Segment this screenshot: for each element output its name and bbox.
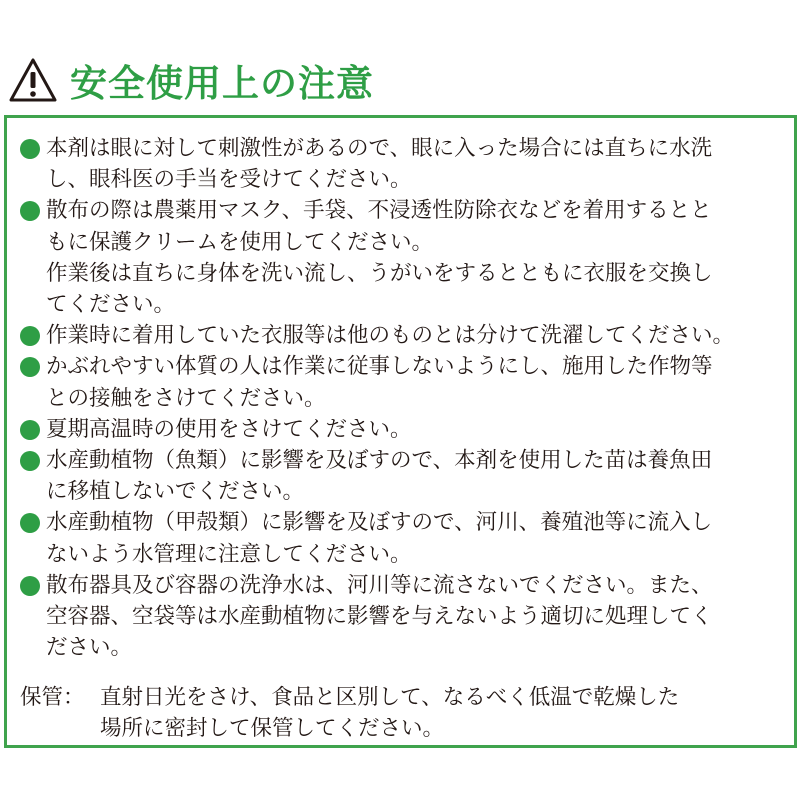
bullet-icon	[20, 201, 40, 221]
precaution-line: 本剤は眼に対して刺激性があるので、眼に入った場合には直ちに水洗	[46, 136, 713, 161]
bullet-icon	[20, 326, 40, 346]
precaution-item	[20, 445, 795, 507]
precaution-line: 水産動植物（魚類）に影響を及ぼすので、本剤を使用した苗は養魚田	[46, 448, 713, 474]
precaution-line: との接触をさけてください。	[46, 385, 326, 411]
precaution-line: 水産動植物（甲殻類）に影響を及ぼすので、河川、養殖池等に流入し	[46, 510, 713, 536]
precaution-list	[20, 133, 795, 663]
precaution-line: し、眼科医の手当を受けてください。	[46, 167, 412, 193]
precaution-line: に移植しないでください。	[46, 479, 305, 505]
storage-label: 保管：	[20, 685, 85, 710]
precaution-line: 空容器、空袋等は水産動植物に影響を与えないよう適切に処理してく	[46, 604, 713, 630]
bullet-icon	[20, 513, 40, 533]
storage-line: 場所に密封して保管してください。	[100, 716, 445, 742]
precaution-item	[20, 570, 795, 664]
precaution-line: もに保護クリームを使用してください。	[46, 229, 434, 255]
warning-icon	[8, 57, 58, 103]
precaution-item	[20, 414, 795, 445]
precaution-line: ないよう水管理に注意してください。	[46, 541, 412, 567]
precaution-line: 作業時に着用していた衣服等は他のものとは分けて洗濯してください。	[46, 323, 735, 349]
precaution-line: 散布の際は農薬用マスク、手袋、不浸透性防除衣などを着用するとと	[46, 198, 712, 224]
section-header	[8, 52, 374, 108]
bullet-icon	[20, 357, 40, 377]
precaution-item	[20, 195, 795, 320]
precaution-item	[20, 351, 795, 413]
precaution-item	[20, 320, 795, 351]
precaution-line: 作業後は直ちに身体を洗い流し、うがいをするとともに衣服を交換し	[46, 260, 713, 286]
precaution-line: かぶれやすい体質の人は作業に従事しないようにし、施用した作物等	[46, 354, 713, 380]
storage-line: 直射日光をさけ、食品と区別して、なるべく低温で乾燥した	[100, 685, 680, 710]
bullet-icon	[20, 576, 40, 596]
storage-note	[20, 682, 679, 744]
bullet-icon	[20, 420, 40, 440]
bullet-icon	[20, 139, 40, 159]
storage-text	[100, 682, 679, 744]
precaution-line: ださい。	[46, 635, 133, 661]
page-title: 安全使用上の注意	[70, 62, 374, 105]
precaution-line: 散布器具及び容器の洗浄水は、河川等に流さないでください。また、	[46, 572, 713, 598]
precaution-line: てください。	[46, 292, 176, 318]
precaution-item	[20, 507, 795, 569]
precaution-line: 夏期高温時の使用をさけてください。	[46, 416, 412, 442]
precaution-item	[20, 133, 795, 195]
bullet-icon	[20, 451, 40, 471]
